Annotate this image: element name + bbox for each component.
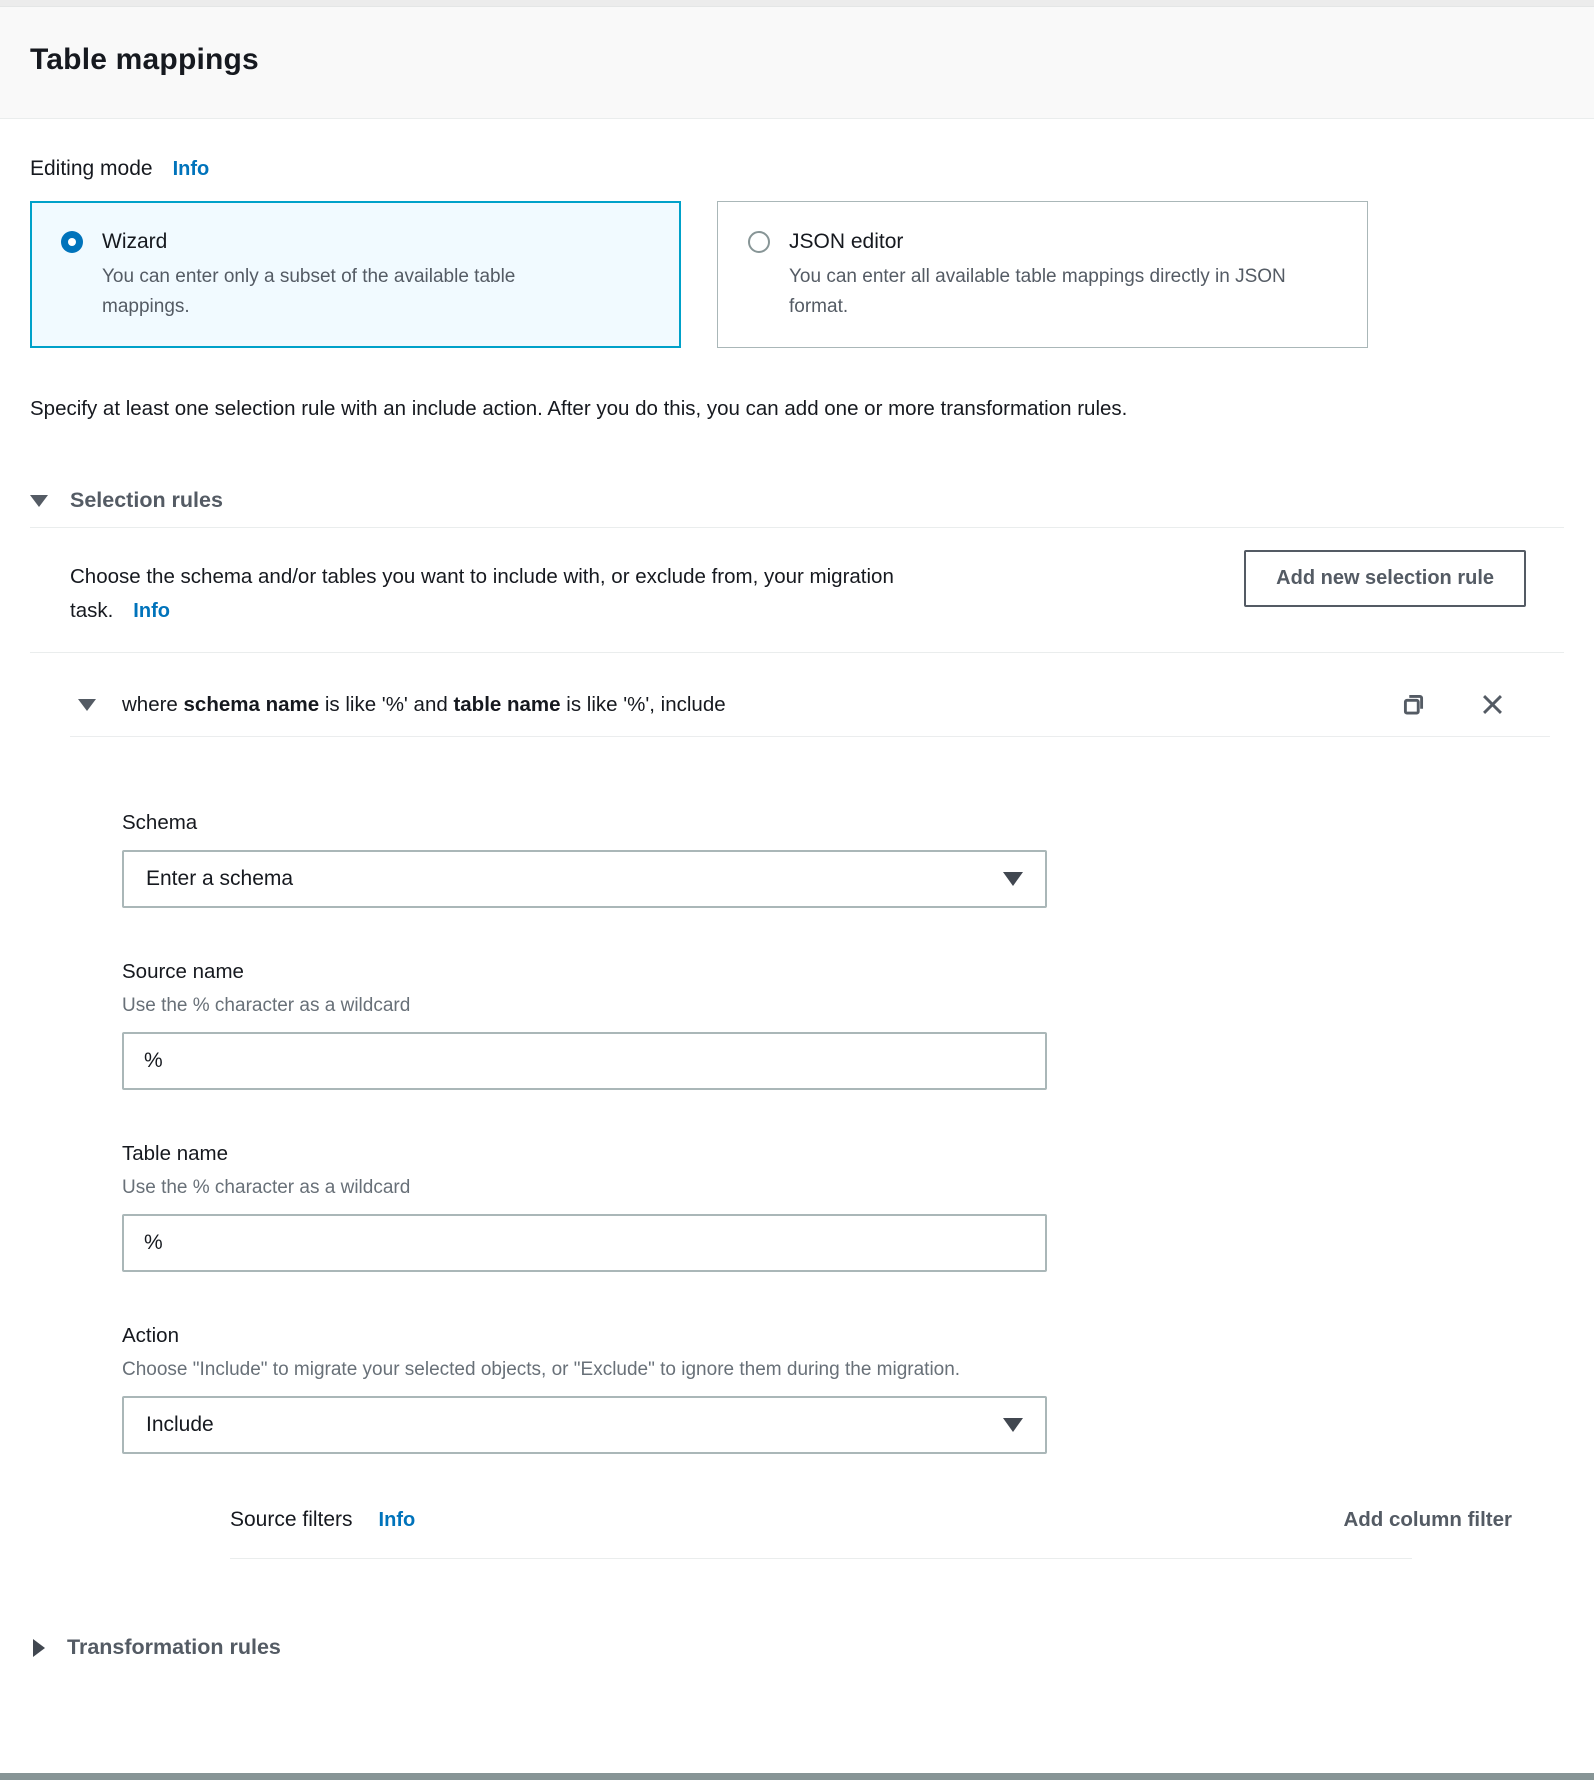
editing-mode-info-link[interactable]: Info bbox=[172, 158, 210, 180]
source-name-label: Source name bbox=[122, 960, 244, 983]
editing-mode-option-json-editor[interactable] bbox=[717, 201, 1368, 348]
divider bbox=[70, 736, 1550, 737]
chevron-down-icon bbox=[1003, 872, 1023, 886]
radio-selected-icon[interactable] bbox=[61, 231, 83, 253]
chevron-down-icon bbox=[1003, 1418, 1023, 1432]
radio-unselected-icon[interactable] bbox=[748, 231, 770, 253]
table-name-input[interactable] bbox=[122, 1214, 1047, 1272]
editing-mode-label: Editing mode bbox=[30, 157, 153, 180]
table-name-label: Table name bbox=[122, 1142, 228, 1165]
panel-content bbox=[0, 157, 1594, 1660]
copy-icon bbox=[1400, 691, 1427, 718]
source-name-input[interactable] bbox=[122, 1032, 1047, 1090]
rule-actions bbox=[1400, 691, 1506, 718]
source-filters-info-link[interactable]: Info bbox=[378, 1509, 416, 1531]
source-filters-heading bbox=[230, 1508, 415, 1532]
close-icon bbox=[1479, 691, 1506, 718]
copy-rule-button[interactable] bbox=[1400, 691, 1427, 718]
selection-rules-description-row bbox=[70, 550, 1564, 628]
action-select[interactable] bbox=[122, 1396, 1047, 1454]
window-top-strip bbox=[0, 0, 1594, 7]
action-label: Action bbox=[122, 1324, 179, 1347]
option-description: You can enter only a subset of the available table mappings. bbox=[102, 266, 516, 317]
transformation-rules-section-header[interactable] bbox=[30, 1635, 1564, 1660]
source-filters-row bbox=[230, 1508, 1512, 1532]
selection-rules-info-link[interactable]: Info bbox=[133, 600, 170, 622]
rule-summary-schema-field: schema name bbox=[183, 692, 320, 716]
divider bbox=[30, 527, 1564, 528]
remove-rule-button[interactable] bbox=[1479, 691, 1506, 718]
table-name-hint: Use the % character as a wildcard bbox=[122, 1177, 411, 1198]
page-title: Table mappings bbox=[30, 43, 259, 76]
chevron-down-icon[interactable] bbox=[78, 699, 96, 711]
schema-select[interactable] bbox=[122, 850, 1047, 908]
editing-mode-option-wizard[interactable] bbox=[30, 201, 681, 348]
chevron-right-icon[interactable] bbox=[33, 1639, 45, 1657]
panel-header bbox=[0, 7, 1594, 119]
window-bottom-bar bbox=[0, 1773, 1594, 1780]
editing-mode-row bbox=[30, 157, 1564, 181]
rule-summary-middle: is like '%' and bbox=[319, 692, 454, 716]
add-new-selection-rule-button[interactable]: Add new selection rule bbox=[1244, 550, 1526, 607]
schema-select-value: Enter a schema bbox=[146, 867, 294, 890]
schema-label: Schema bbox=[122, 811, 198, 834]
source-name-hint: Use the % character as a wildcard bbox=[122, 995, 411, 1016]
editing-mode-options bbox=[30, 201, 1564, 348]
option-label: Wizard bbox=[102, 230, 168, 253]
selection-rule-header-row bbox=[78, 691, 1506, 718]
divider bbox=[230, 1558, 1412, 1559]
rule-summary-table-field: table name bbox=[453, 692, 561, 716]
option-texts bbox=[102, 228, 607, 322]
selection-rules-description-text: Choose the schema and/or tables you want to include with, or exclude from, your migration task. bbox=[70, 565, 894, 622]
intro-text: Specify at least one selection rule with an include action. After you do this, you can add one or more transformation rules. bbox=[30, 397, 1128, 420]
rule-summary-suffix: is like '%', include bbox=[560, 692, 726, 716]
selection-rules-description bbox=[70, 550, 975, 628]
selection-rules-section-header[interactable] bbox=[30, 488, 1564, 513]
selection-rule-form bbox=[122, 809, 1564, 1559]
source-filters-label: Source filters bbox=[230, 1508, 353, 1531]
chevron-down-icon[interactable] bbox=[30, 495, 48, 507]
transformation-rules-title: Transformation rules bbox=[67, 1635, 281, 1659]
action-hint: Choose "Include" to migrate your selected objects, or "Exclude" to ignore them during the migration. bbox=[122, 1359, 961, 1380]
divider bbox=[30, 652, 1564, 653]
option-description: You can enter all available table mappings directly in JSON format. bbox=[789, 266, 1286, 317]
option-label: JSON editor bbox=[789, 230, 904, 253]
rule-summary-prefix: where bbox=[122, 692, 184, 716]
add-column-filter-button[interactable]: Add column filter bbox=[1343, 1508, 1512, 1531]
action-select-value: Include bbox=[146, 1413, 214, 1436]
option-texts bbox=[789, 228, 1294, 322]
selection-rules-title: Selection rules bbox=[70, 488, 223, 512]
selection-rule-summary bbox=[122, 693, 1400, 717]
